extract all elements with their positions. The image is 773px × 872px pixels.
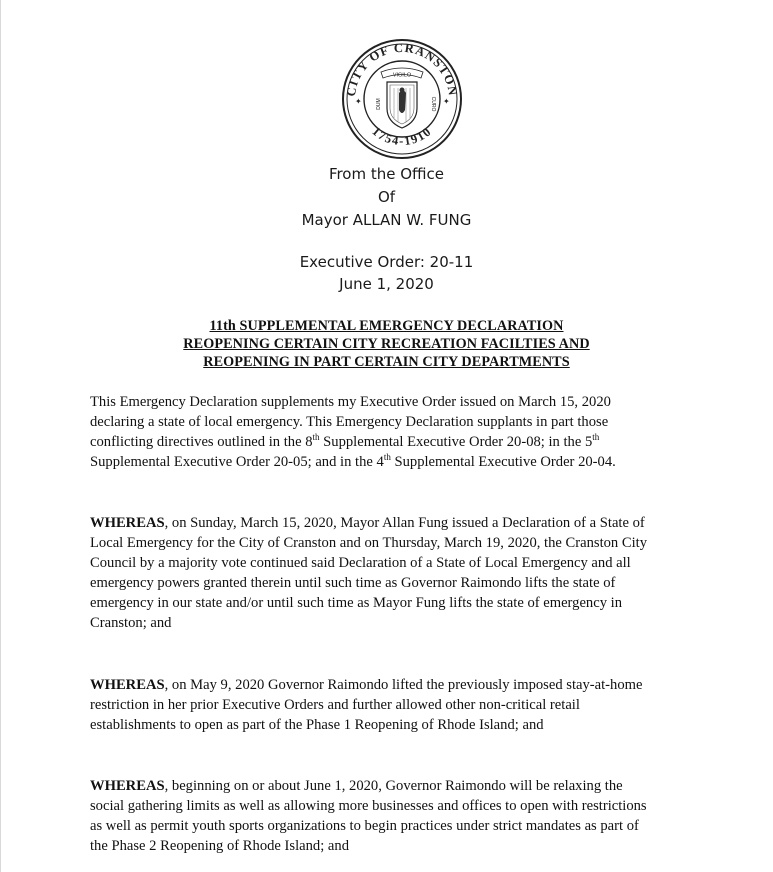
whereas-line: emergency in our state and/or until such time as Mayor Fung lifts the state of emergency in xyxy=(90,595,623,611)
declaration-title-line-2: REOPENING CERTAIN CITY RECREATION FACILTIES AND xyxy=(183,336,590,352)
header-office-line: From the Office xyxy=(328,165,445,183)
whereas-line: Cranston; and xyxy=(90,615,172,631)
executive-order-number: Executive Order: 20-11 xyxy=(299,253,474,271)
seal-motto-top: VIGILO xyxy=(392,72,412,79)
whereas-line: as well as permit youth sports organizations to begin practices under strict mandates as part of xyxy=(90,818,639,834)
seal-motto-left: DUM xyxy=(376,98,382,110)
intro-line: Supplemental Executive Order 20-05; and in the 4th Supplemental Executive Order 20-04. xyxy=(90,452,616,470)
whereas-line: WHEREAS, on May 9, 2020 Governor Raimondo lifted the previously imposed stay-at-home xyxy=(90,677,643,693)
executive-order-date: June 1, 2020 xyxy=(339,275,434,293)
declaration-title-line-1: 11th SUPPLEMENTAL EMERGENCY DECLARATION xyxy=(209,318,564,334)
svg-text:✦: ✦ xyxy=(443,97,450,106)
whereas-line: Local Emergency for the City of Cranston and on Thursday, March 19, 2020, the Cranston City xyxy=(90,535,648,551)
seal-years-text: 1754-1910 xyxy=(369,124,435,149)
header-of-line: Of xyxy=(377,188,396,206)
svg-text:✦: ✦ xyxy=(355,97,362,106)
whereas-line: restriction in her prior Executive Orders and further allowed other non-critical retail xyxy=(90,697,580,713)
intro-line: conflicting directives outlined in the 8th Supplemental Executive Order 20-08; in the 5th xyxy=(90,432,600,450)
whereas-line: emergency powers granted therein until such time as Governor Raimondo lifts the state of xyxy=(90,575,616,591)
intro-paragraph xyxy=(90,392,715,472)
city-seal-logo xyxy=(341,38,463,160)
whereas-line: the Phase 2 Reopening of Rhode Island; and xyxy=(90,838,349,854)
whereas-paragraph-2 xyxy=(90,675,715,735)
whereas-line: WHEREAS, on Sunday, March 15, 2020, Mayor Allan Fung issued a Declaration of a State of xyxy=(90,515,645,531)
header-mayor-line: Mayor ALLAN W. FUNG xyxy=(301,211,472,229)
intro-line: declaring a state of local emergency. This Emergency Declaration supplants in part those xyxy=(90,414,609,430)
whereas-line: social gathering limits as well as allowing more businesses and offices to open with restrictions xyxy=(90,798,647,814)
whereas-line: establishments to open as part of the Phase 1 Reopening of Rhode Island; and xyxy=(90,717,544,733)
seal-ring-text: CITY OF CRANSTON xyxy=(343,40,461,98)
whereas-line: WHEREAS, beginning on or about June 1, 2020, Governor Raimondo will be relaxing the xyxy=(90,778,623,794)
whereas-line: Council by a majority vote continued said Declaration of a State of Local Emergency and all xyxy=(90,555,631,571)
whereas-paragraph-3 xyxy=(90,776,715,856)
seal-motto-right: CURO xyxy=(430,96,436,112)
whereas-paragraph-1 xyxy=(90,513,715,633)
whereas-lead: WHEREAS xyxy=(90,778,165,794)
page-edge xyxy=(0,0,1,872)
intro-line: This Emergency Declaration supplements my Executive Order issued on March 15, 2020 xyxy=(90,394,611,410)
whereas-lead: WHEREAS xyxy=(90,677,165,693)
declaration-title-line-3: REOPENING IN PART CERTAIN CITY DEPARTMENTS xyxy=(203,354,570,370)
whereas-lead: WHEREAS xyxy=(90,515,165,531)
